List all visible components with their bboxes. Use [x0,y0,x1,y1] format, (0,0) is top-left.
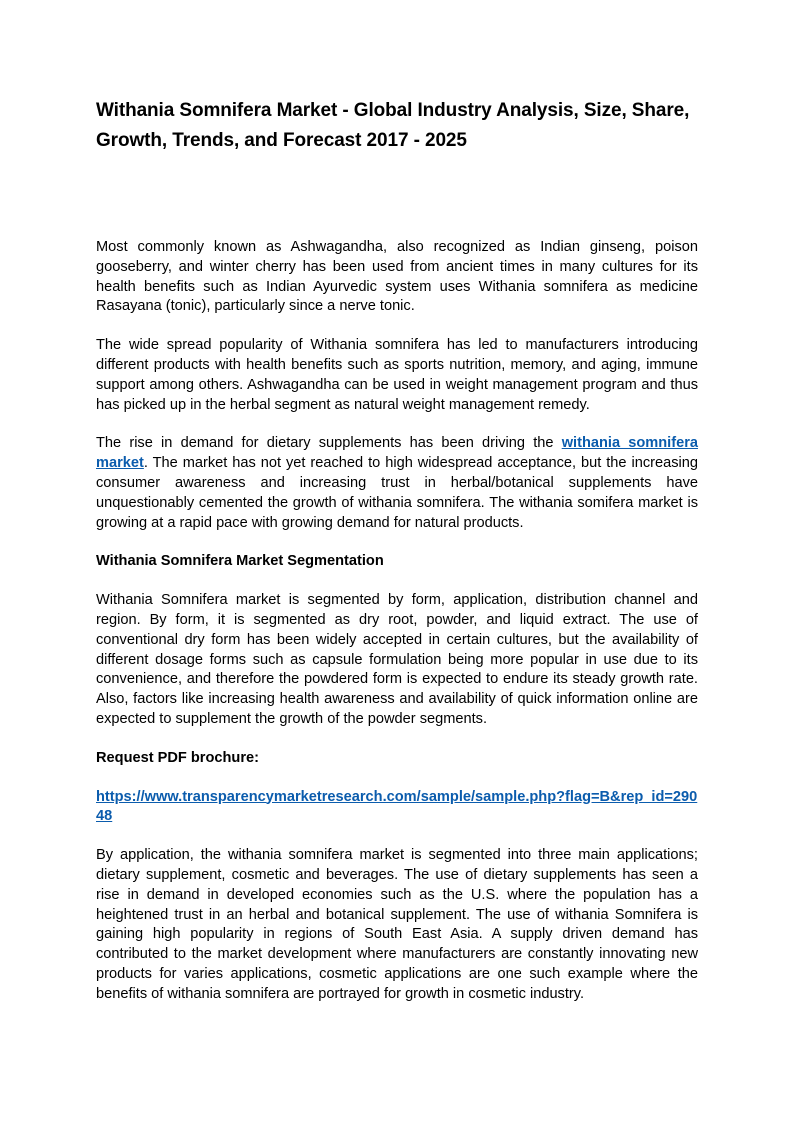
paragraph-segmentation: Withania Somnifera market is segmented by form, application, distribution channel and region. By form, it is segmented as dry root, powder, and liquid extract. The use of conventional dry form has been widely accepted in certain cultures, but the availability of different dosage forms such as capsule formulation being more popular in use due to its convenience, and therefore the powdered form is expected to endure its steady growth rate. Also, factors like increasing health awareness and availability of quick information online are expected to supplement the growth of the powder segments. [96,592,698,727]
segmentation-heading: Withania Somnifera Market Segmentation [96,553,384,570]
paragraph-demand-text-before: The rise in demand for dietary supplements has been driving the [96,435,562,452]
paragraph-popularity: The wide spread popularity of Withania somnifera has led to manufacturers introducing different products with health benefits such as sports nutrition, memory, and aging, immune support among others. Ashwagandha can be used in weight management program and thus has picked up in the herbal segment as natural weight management remedy. [96,337,698,413]
paragraph-demand-text-after: . The market has not yet reached to high widespread acceptance, but the increasing consumer awareness and increasing trust in herbal/botanical supplements have unquestionably cemented the growth of withania somnifera. The withania somifera market is growing at a rapid pace with growing demand for natural products. [96,455,698,531]
brochure-url-link[interactable]: https://www.transparencymarketresearch.com/sample/sample.php?flag=B&rep_id=29048 [96,788,698,825]
paragraph-intro: Most commonly known as Ashwagandha, also recognized as Indian ginseng, poison gooseberry, and winter cherry has been used from ancient times in many cultures for its health benefits such as Indian Ayurvedic system uses Withania somnifera as medicine Rasayana (tonic), particularly since a nerve tonic. [96,239,698,315]
withania-somnifera-market-link[interactable]: withania somnifera market [96,435,699,472]
paragraph-application: By application, the withania somnifera market is segmented into three main applications; dietary supplement, cosmetic and beverages. The use of dietary supplements has seen a rise in demand in developed economies such as the U.S. where the population has a heightened trust in an herbal and botanical supplement. The use of withania Somnifera is gaining high popularity in regions of South East Asia. A supply driven demand has contributed to the market development where manufacturers are constantly innovating new products for varies applications, cosmetic applications are one such example where the benefits of withania somnifera are portrayed for growth in cosmetic industry. [96,847,698,1002]
document-page [96,96,698,1024]
brochure-url-paragraph [96,788,698,828]
brochure-heading: Request PDF brochure: [96,749,259,766]
document-title: Withania Somnifera Market - Global Industry Analysis, Size, Share, Growth, Trends, and Forecast 2017 - 2025 [96,100,690,151]
paragraph-demand [96,434,698,533]
